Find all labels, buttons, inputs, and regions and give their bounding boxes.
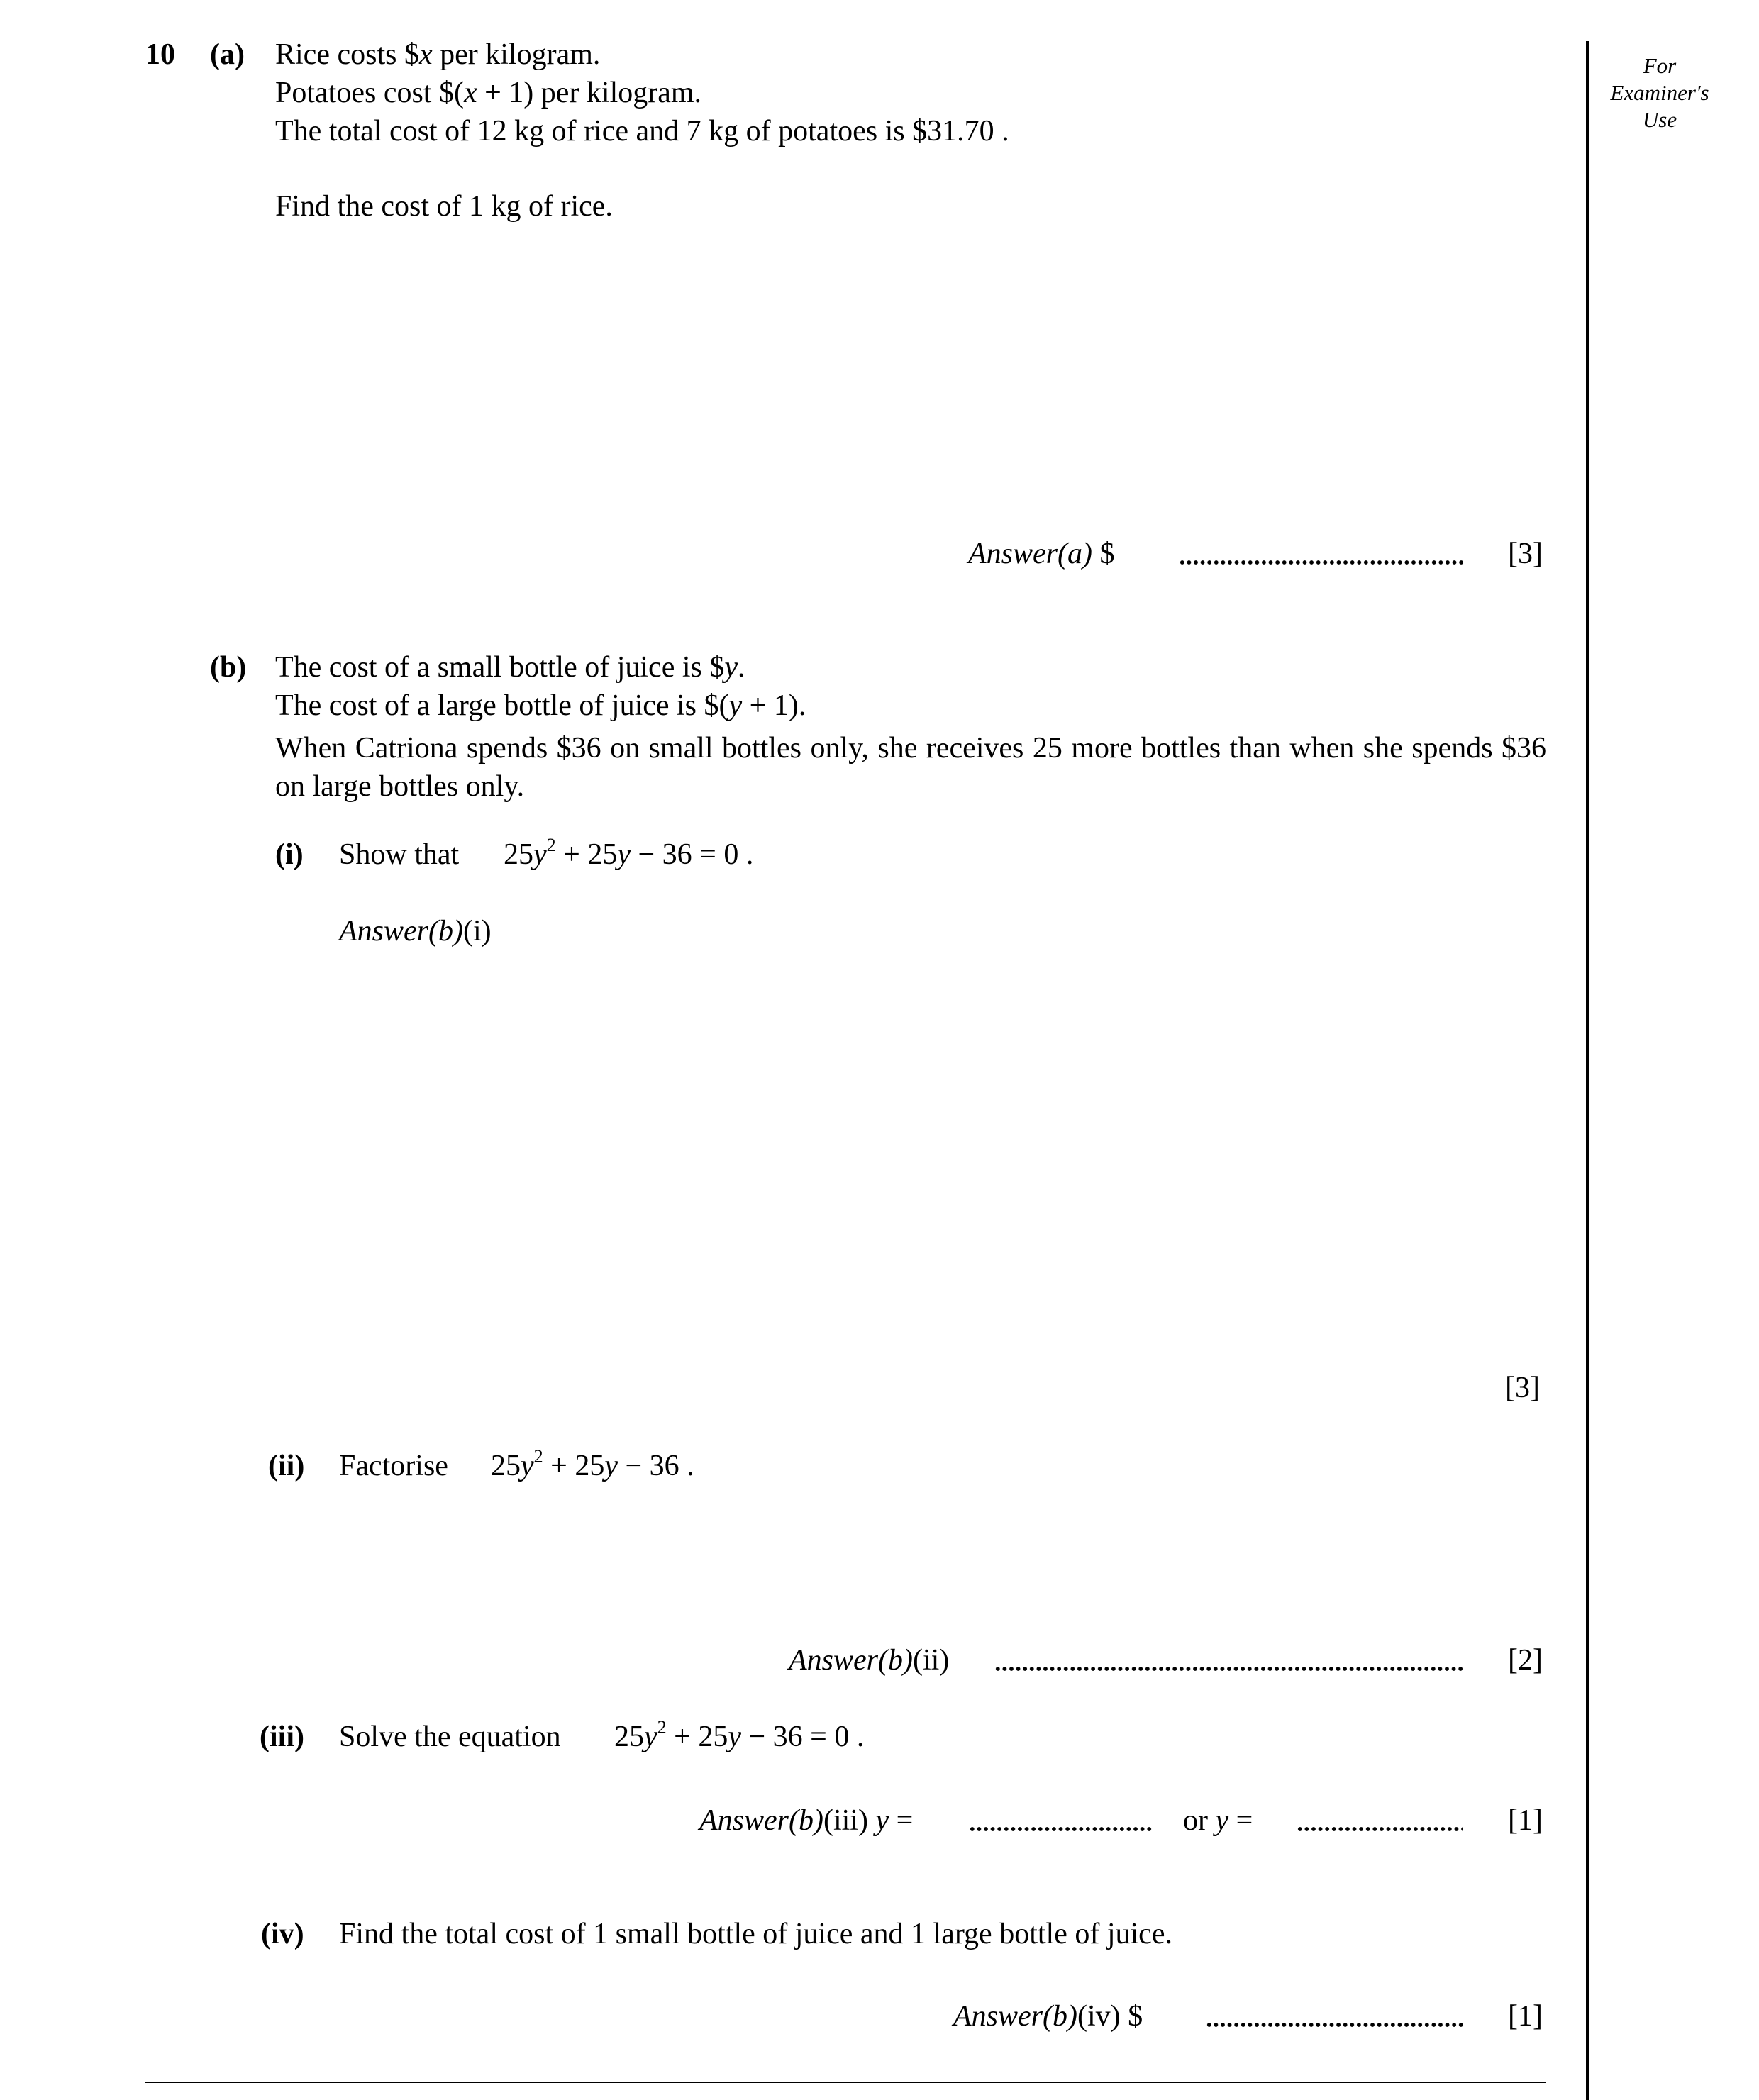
part-a-line-3: The total cost of 12 kg of rice and 7 kg of potatoes is $31.70 . (275, 115, 1009, 148)
examiner-margin-rule (1586, 41, 1589, 2100)
marks-a: [3] (1508, 538, 1543, 570)
part-b-i-label: (i) (275, 838, 304, 871)
part-b-ii-text: Factorise (339, 1450, 448, 1482)
part-b-line-1: The cost of a small bottle of juice is $y. (275, 651, 745, 684)
part-a-line-2: Potatoes cost $(x + 1) per kilogram. (275, 77, 702, 109)
marks-b-i: [3] (1505, 1372, 1540, 1404)
part-b-iii-text: Solve the equation (339, 1721, 561, 1753)
answer-b-iv-field[interactable] (1206, 2020, 1463, 2030)
part-b-i-equation: $25y^2 + 25y - 36 = 0$ . (504, 835, 754, 871)
part-b-line-3: When Catriona spends $36 on small bottles only, she receives 25 more bottles than when she spends $36 on large bottles only. (275, 732, 1546, 803)
answer-b-ii-field[interactable] (994, 1664, 1463, 1674)
part-b-i-text: Show that (339, 838, 460, 871)
part-b-iii-label: (iii) (260, 1721, 304, 1753)
answer-a-label: Answer(a) $ (968, 538, 1115, 570)
answer-b-ii-label: Answer(b)(ii) (789, 1644, 950, 1677)
marks-b-ii: [2] (1508, 1644, 1543, 1677)
marks-b-iii: [1] (1508, 1804, 1543, 1837)
part-b-ii-label: (ii) (268, 1450, 305, 1482)
marks-b-iv: [1] (1508, 2000, 1543, 2033)
page-bottom-rule (145, 2082, 1546, 2083)
part-b-iv-label: (iv) (261, 1918, 304, 1950)
part-b-ii-equation: $25y^2 + 25y - 36$ . (491, 1446, 694, 1482)
part-a-prompt: Find the cost of 1 kg of rice. (275, 190, 613, 223)
question-number: 10 (145, 38, 175, 71)
answer-a-field[interactable] (1179, 557, 1463, 567)
part-b-iii-equation: $25y^2 + 25y - 36 = 0$ . (614, 1717, 865, 1753)
examiner-line-2: Examiner's (1610, 80, 1709, 105)
answer-b-iv-label: Answer(b)(iv) $ (953, 2000, 1143, 2033)
answer-b-iii-or-label: or y = (1183, 1804, 1253, 1837)
part-b-line-2: The cost of a large bottle of juice is $(y + 1). (275, 689, 806, 722)
part-b-label: (b) (210, 651, 247, 684)
answer-b-iii-field-1[interactable] (969, 1824, 1152, 1834)
part-a-label: (a) (210, 38, 245, 71)
examiner-line-1: For (1643, 53, 1677, 78)
examiner-use-label (1589, 52, 1731, 133)
answer-b-iii-label: Answer(b)(iii) y = (699, 1804, 914, 1837)
part-a-line-1: Rice costs $x per kilogram. (275, 38, 601, 71)
answer-b-i-label: Answer(b)(i) (339, 915, 492, 948)
part-b-iv-text: Find the total cost of 1 small bottle of juice and 1 large bottle of juice. (339, 1918, 1172, 1950)
answer-b-iii-field-2[interactable] (1297, 1824, 1463, 1834)
examiner-line-3: Use (1642, 107, 1677, 132)
